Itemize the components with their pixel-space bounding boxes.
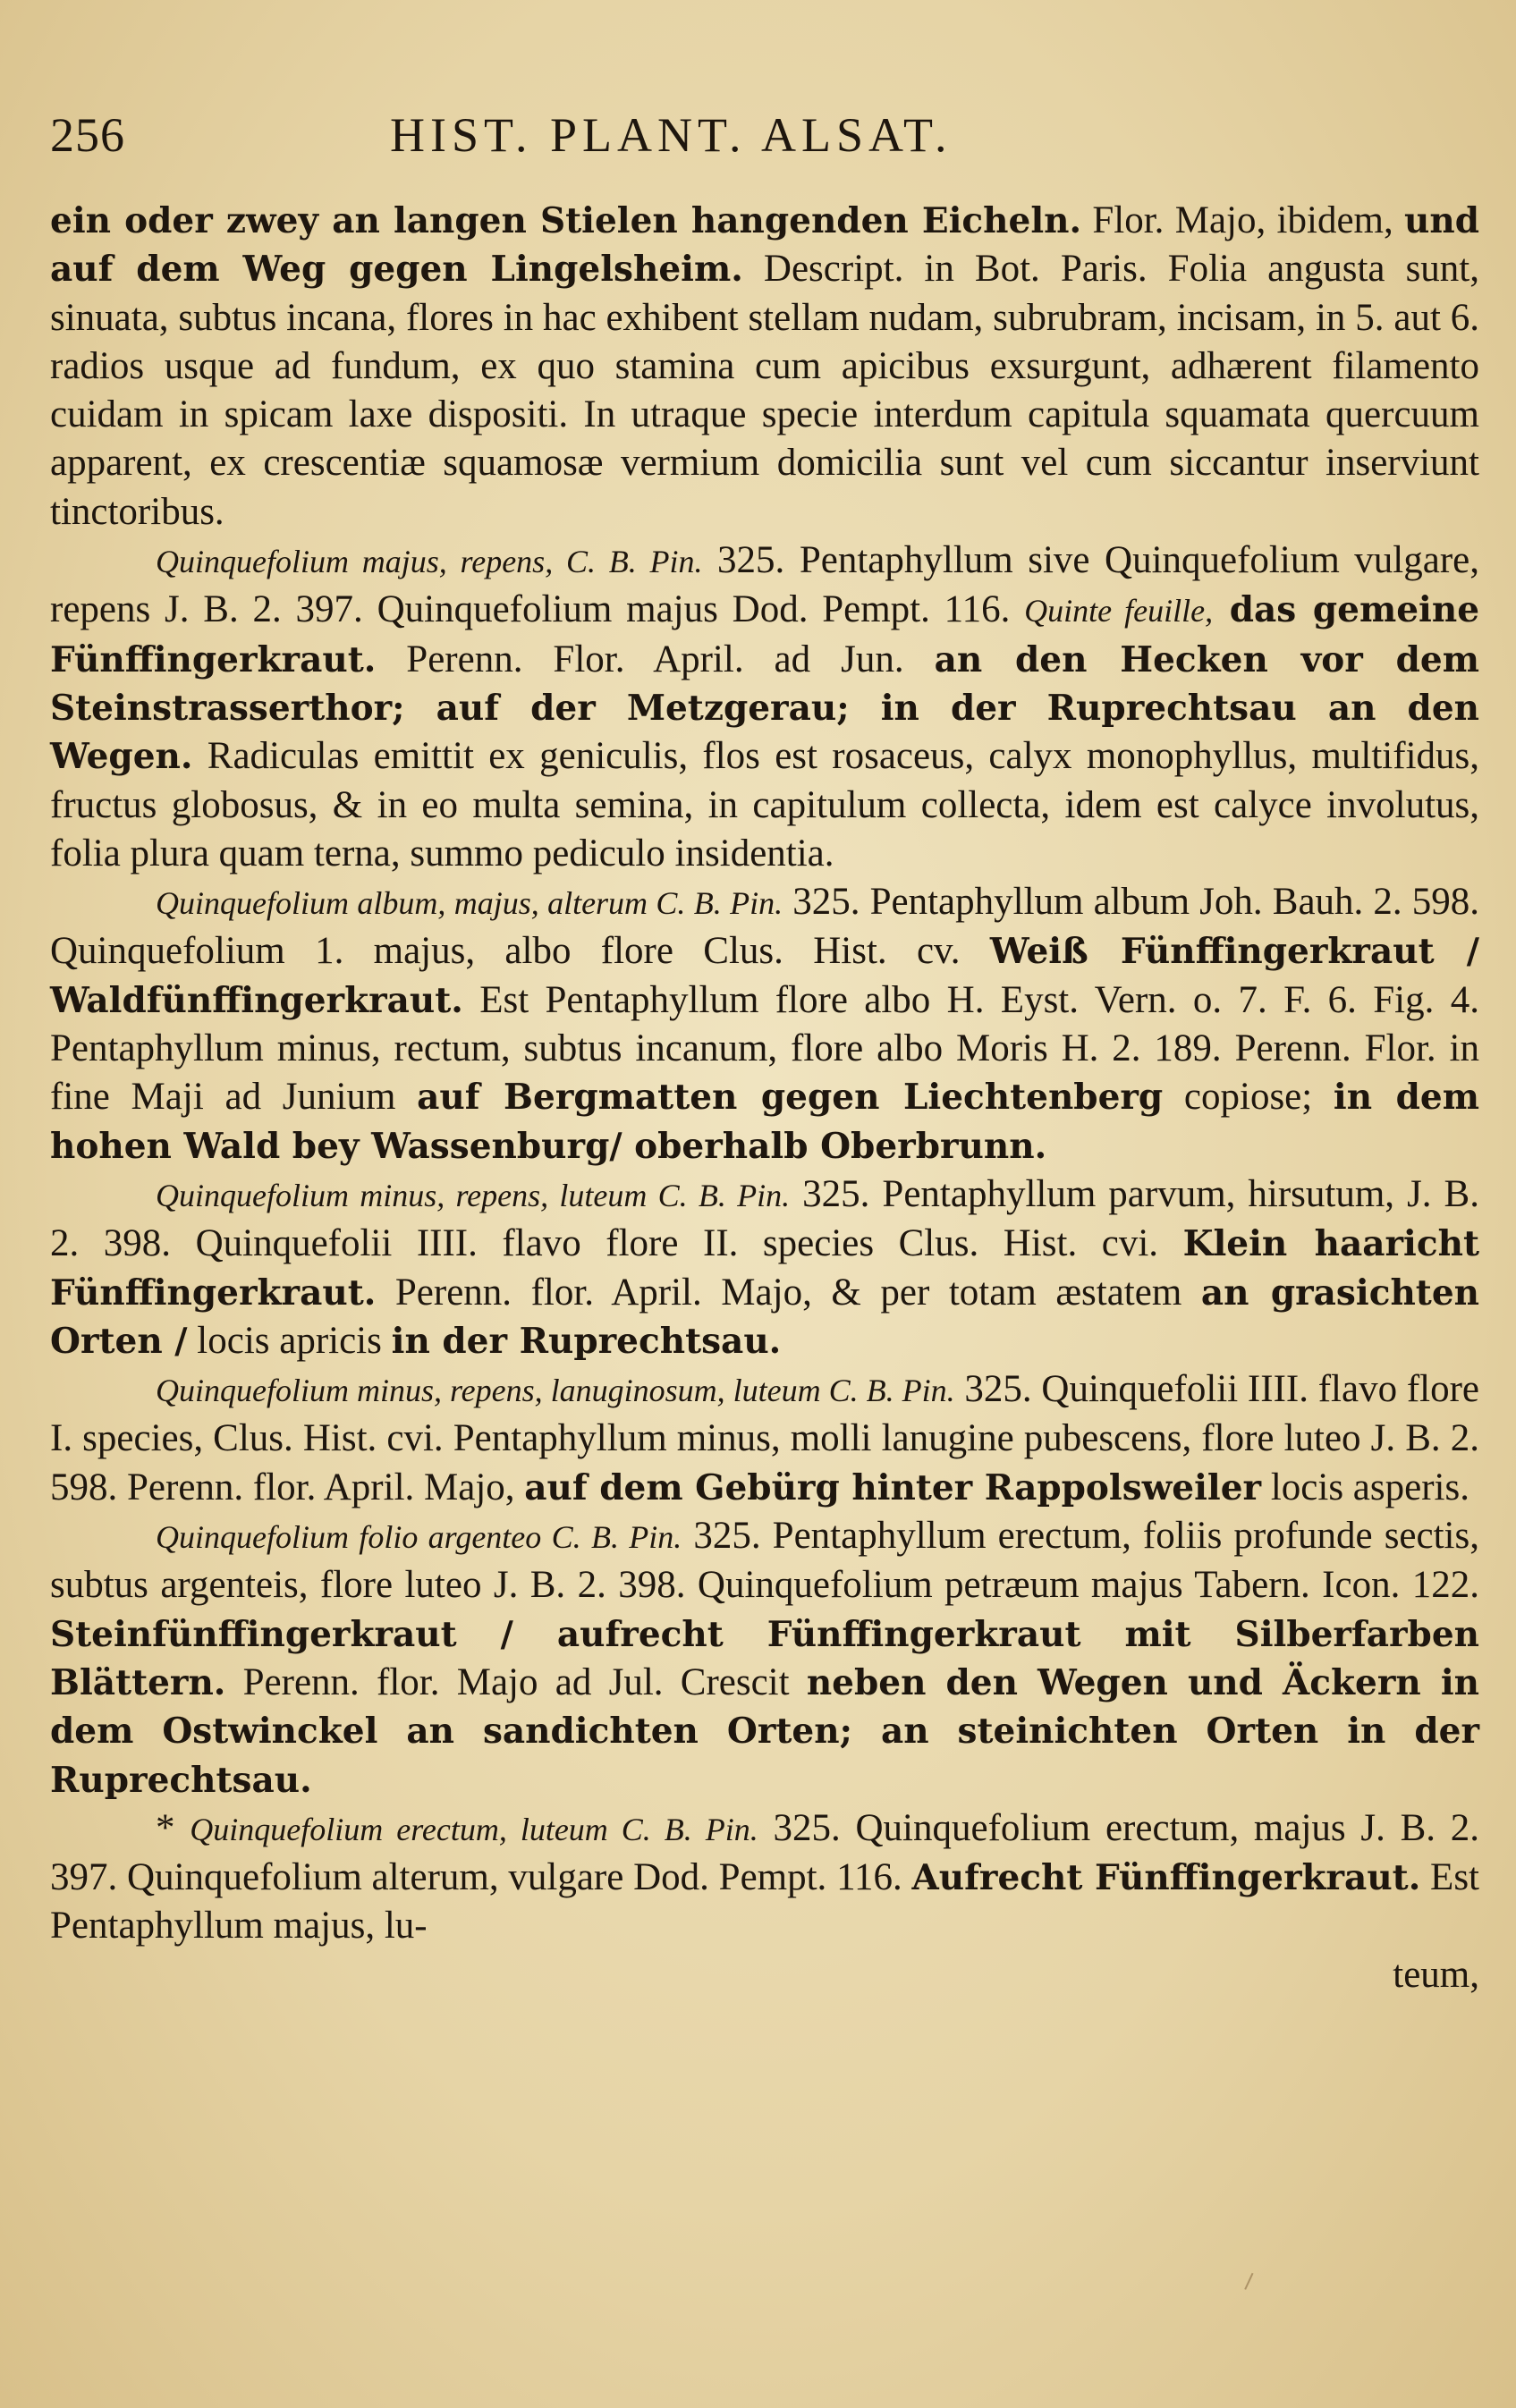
german-fraktur-text: Aufrecht Fünffingerkraut. xyxy=(911,1857,1421,1899)
german-fraktur-text: ein oder zwey an langen Stielen hangenden Eicheln. xyxy=(50,200,1082,241)
latin-text: 325. Pentaphyllum album Joh. Bauh. 2. 598. Quinquefolium 1. majus, albo flore Clus. Hist. cv. xyxy=(50,881,1479,973)
running-title: HIST. PLANT. ALSAT. xyxy=(390,108,953,162)
latin-text: locis asperis. xyxy=(1261,1466,1469,1508)
italic-species-name: Quinquefolium album, majus, alterum C. B. Pin. xyxy=(156,885,783,922)
german-fraktur-text: an grasichten Orten / xyxy=(50,1272,1479,1362)
german-fraktur-text: und auf dem Weg gegen Lingelsheim. xyxy=(50,200,1480,291)
italic-species-name: Quinquefolium folio argenteo C. B. Pin. xyxy=(156,1519,682,1556)
latin-text: Perenn. flor. Majo ad Jul. Crescit xyxy=(225,1660,807,1703)
paragraph xyxy=(50,537,1479,878)
latin-text: Descript. in Bot. Paris. Folia angusta sunt, sinuata, subtus incana, flores in hac exhibent stellam nudam, subrubram, incisam, in 5. aut 6. radios usque ad fundum, ex quo stamina cum apicibus exsurgunt, adhærent filamento cuidam in spicam laxe dispositi. In utraque specie interdum capitula squamata quercuum apparent, ex crescentiæ squamosæ vermium domicilia sunt vel cum siccantur inserviunt tinctoribus. xyxy=(50,248,1480,533)
italic-species-name: Quinquefolium minus, repens, luteum C. B. Pin. xyxy=(156,1177,791,1213)
paragraph xyxy=(50,1365,1479,1512)
german-fraktur-text: neben den Wegen und Äckern in dem Ostwinckel an sandichten Orten; an steinichten Orten in der Ruprechtsau. xyxy=(50,1661,1479,1801)
italic-species-name: Quinquefolium erectum, luteum C. B. Pin. xyxy=(190,1811,758,1847)
italic-species-name: Quinte feuille, xyxy=(1024,593,1214,629)
latin-text: Flor. Majo, ibidem, xyxy=(1081,199,1405,241)
latin-text: 325. Pentaphyllum erectum, foliis profunde sectis, subtus argenteis, flore luteo J. B. 2. 398. Quinquefolium petræum majus Tabern. Icon. 122. xyxy=(50,1515,1479,1607)
italic-species-name: Quinquefolium minus, repens, lanuginosum, luteum C. B. Pin. xyxy=(156,1373,955,1409)
paragraph xyxy=(50,1170,1479,1365)
german-fraktur-text: an den Hecken vor dem Steinstrasserthor; auf der Metzgerau; in der Ruprechtsau an den Wegen. xyxy=(50,638,1479,778)
latin-text: locis apricis xyxy=(187,1319,392,1362)
page-header xyxy=(50,89,1479,197)
german-fraktur-text: in der Ruprechtsau. xyxy=(391,1320,782,1362)
german-fraktur-text: Weiß Fünffingerkraut / Waldfünffingerkraut. xyxy=(50,931,1480,1021)
latin-text: * xyxy=(156,1806,191,1849)
paper-mark xyxy=(1244,2273,1260,2293)
latin-text: Est Pentaphyllum flore albo H. Eyst. Vern. o. 7. F. 6. Fig. 4. Pentaphyllum minus, rectum, subtus incanum, flore albo Moris H. 2. 189. Perenn. Flor. in fine Maji ad Junium xyxy=(50,978,1479,1119)
body-text xyxy=(50,197,1479,1951)
italic-species-name: Quinquefolium majus, repens, C. B. Pin. xyxy=(156,544,703,580)
german-fraktur-text: auf Bergmatten gegen Liechtenberg xyxy=(417,1077,1164,1119)
german-fraktur-text: in dem hohen Wald bey Wassenburg/ oberhalb Oberbrunn. xyxy=(50,1077,1479,1167)
latin-text: Est Pentaphyllum majus, lu- xyxy=(50,1856,1479,1948)
paragraph xyxy=(50,1804,1479,1951)
book-page xyxy=(50,89,1479,1999)
german-fraktur-text: auf dem Gebürg hinter Rappolsweiler xyxy=(524,1466,1262,1508)
german-fraktur-text: das gemeine Fünffingerkraut. xyxy=(50,589,1480,680)
paragraph xyxy=(50,197,1479,537)
latin-text: Perenn. flor. April. Majo, & per totam æstatem xyxy=(376,1271,1201,1314)
catchword: teum, xyxy=(1393,1953,1479,1996)
page-number: 256 xyxy=(50,108,125,162)
latin-text: Perenn. Flor. April. ad Jun. xyxy=(376,638,935,680)
german-fraktur-text: Steinfünffingerkraut / aufrecht Fünffingerkraut mit Silberfarben Blättern. xyxy=(50,1613,1479,1703)
paragraph xyxy=(50,1512,1479,1804)
paragraph xyxy=(50,878,1479,1170)
latin-text: copiose; xyxy=(1163,1076,1334,1119)
latin-text: 325. Quinquefolii IIII. flavo flore I. species, Clus. Hist. cvi. Pentaphyllum minus, molli lanugine pubescens, flore luteo J. B. 2. 598. Perenn. flor. April. Majo, xyxy=(50,1368,1479,1508)
latin-text: 325. Quinquefolium erectum, majus J. B. 2. 397. Quinquefolium alterum, vulgare Dod. Pempt. 116. xyxy=(50,1806,1480,1899)
german-fraktur-text: Klein haaricht Fünffingerkraut. xyxy=(50,1223,1479,1314)
latin-text: 325. Pentaphyllum sive Quinquefolium vulgare, repens J. B. 2. 397. Quinquefolium majus Dod. Pempt. 116. xyxy=(50,539,1479,631)
latin-text: 325. Pentaphyllum parvum, hirsutum, J. B. 2. 398. Quinquefolii IIII. flavo flore II. species Clus. Hist. cvi. xyxy=(50,1172,1479,1265)
latin-text: Radiculas emittit ex geniculis, flos est rosaceus, calyx monophyllus, multifidus, fructus globosus, & in eo multa semina, in capitulum collecta, idem est calyce involutus, folia plura quam terna, summo pediculo insidentia. xyxy=(50,735,1479,874)
